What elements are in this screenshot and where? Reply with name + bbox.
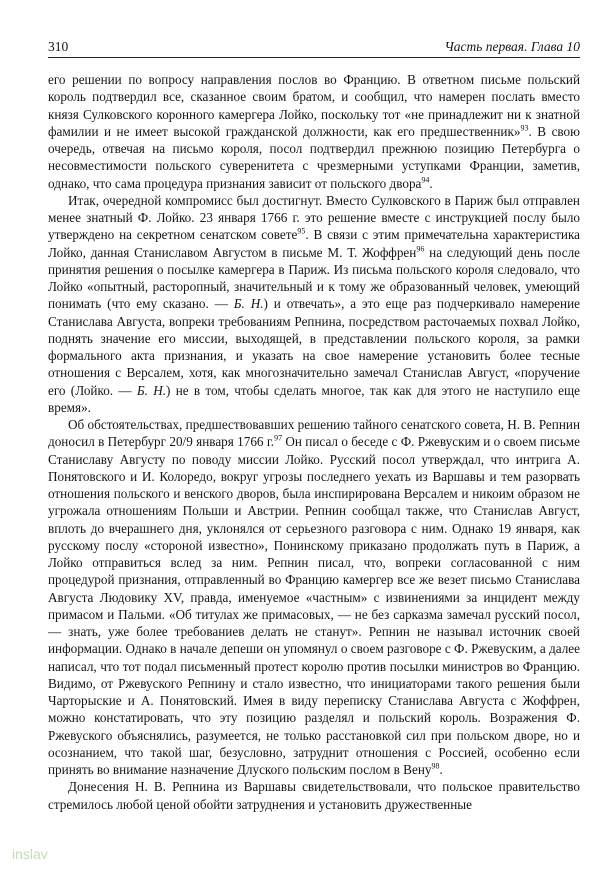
footnote-ref: 98	[431, 761, 440, 771]
footnote-ref: 93	[520, 123, 529, 133]
text-run: Донесения Н. В. Репнина из Варшавы свидетельствовали, что польское правительство стремилось любой ценой обойти затруднения и установить дружественные	[48, 779, 580, 812]
text-run: Об обстоятельствах, предшествовавших решению тайного сенатского совета, Н. В. Репнин доносил в Петербург 20/9 января 1766 г.	[48, 417, 580, 450]
watermark: inslav	[12, 846, 48, 862]
text-run: .	[439, 762, 443, 777]
text-run: .	[429, 175, 433, 191]
text-run: ) не в том, чтобы сделать многое, так как для этого не наступило еще время».	[48, 382, 580, 415]
text-run: Итак, очередной компромисс был достигнут. Вместо Сулковского в Париж был отправлен менее знатный Ф. Лойко. 23 января 1766 г. это решение вместе с инструкцией послу было утверждено на секретном сенатском совете	[48, 192, 580, 243]
text-run: . В свою очередь, отвечая на письмо короля, посол подтвердил прежнюю позицию Петербурга о несовместимости польского суверенитета с чрезмерными уступками Франции, заметив, однако, что сама процедура признания зависит от польского двора	[48, 123, 581, 191]
paragraph	[48, 778, 580, 813]
paragraph	[48, 71, 580, 192]
page-number: 310	[48, 39, 69, 54]
running-header	[48, 39, 580, 58]
footnote-ref: 97	[274, 433, 283, 443]
text-run: ) и отвечать», а это еще раз подчеркивало намерение Станислава Августа, вопреки требованиям Репнина, посредством расточаемых похвал Лойко, поднять значение его миссии, выходящей, в представлении польского короля, за рамки формального акта признания, и указать на свое намерение установить более тесные отношения с Версалем, хотя, как многозначительно замечал Станислав Август, «поручение его (Лойко. —	[48, 296, 581, 398]
text-run: на следующий день после принятия решения о посылке камергера в Париж. Из письма польского короля следовало, что Лойко «опытный, расторопный, значительный и к тому же образованный человек, умеющий понимать (что ему сказано. —	[48, 244, 581, 312]
paragraph	[48, 192, 580, 416]
italic-text: Б. Н.	[136, 382, 167, 398]
footnote-ref: 94	[421, 175, 430, 185]
italic-text: Б. Н.	[233, 296, 264, 312]
text-run: его решении по вопросу направления послов во Францию. В ответном письме польский король подтвердил все, сказанное своим братом, и сообщил, что намерен послать вместо князя Сулковского коронного камергера Лойко, поскольку тот «не принадлежит ни к знатной фамилии и не имеет высокой гражданской должности, как его предшественник»	[48, 72, 580, 139]
text-run: . В связи с этим примечательна характеристика Лойко, данная Станиславом Августом в письме М. Т. Жоффрен	[48, 227, 581, 260]
footnote-ref: 95	[297, 226, 306, 236]
body-text	[48, 71, 580, 813]
text-run: Он писал о беседе с Ф. Ржевуским и о своем письме Станиславу Августу по поводу миссии Лойко. Русский посол утверждал, что интрига А. Понятовского и И. Колоредо, вокруг угрозы последнего уехать из Варшавы и тем разорвать отношения польского и венского дворов, была инспирирована Версалем и никоим образом не угрожала отношениям Польши и Австрии. Репнин сообщал также, что Станислав Август, вплоть до вчерашнего дня, уклонялся от серьезного разговора с ним. Однако 19 января, как русскому послу «стороной известно», Понинскому приказано продолжать путь в Париж, а Лойко отправиться вслед за ним. Репнин писал, что, вопреки согласованной с ним процедурой признания, отправленный во Францию камергер все же везет письмо Станислава Августа Людовику XV, правда, именуемое «частным» с извинениями за инцидент между примасом и Пальми. «Об титулах же примасовых, — не без сарказма замечал русский посол, — знать, уже более требованиев делать не станут». Репнин не называл источник своей информации. Однако в начале депеши он упомянул о своем разговоре с Ф. Ржевуским, а далее написал, что тот подал письменный протест королю против посылки министров во Францию. Видимо, от Ржевуского Репнину и стало известно, что инициаторами такого решения были Чарторыские и А. Понятовский. Имея в виду переписку Станислава Августа с Жоффрен, можно констатировать, что эту позицию разделял и польский король. Возражения Ф. Ржевуского объяснялись, разумеется, не только расстановкой сил при польском дворе, но и осознанием, что такой шаг, безусловно, затруднит отношения с Россией, особенно если принять во внимание назначение Длуского польским послом в Вену	[48, 434, 580, 777]
footnote-ref: 96	[416, 244, 425, 254]
running-title: Часть первая. Глава 10	[444, 39, 580, 54]
paragraph	[48, 416, 580, 778]
